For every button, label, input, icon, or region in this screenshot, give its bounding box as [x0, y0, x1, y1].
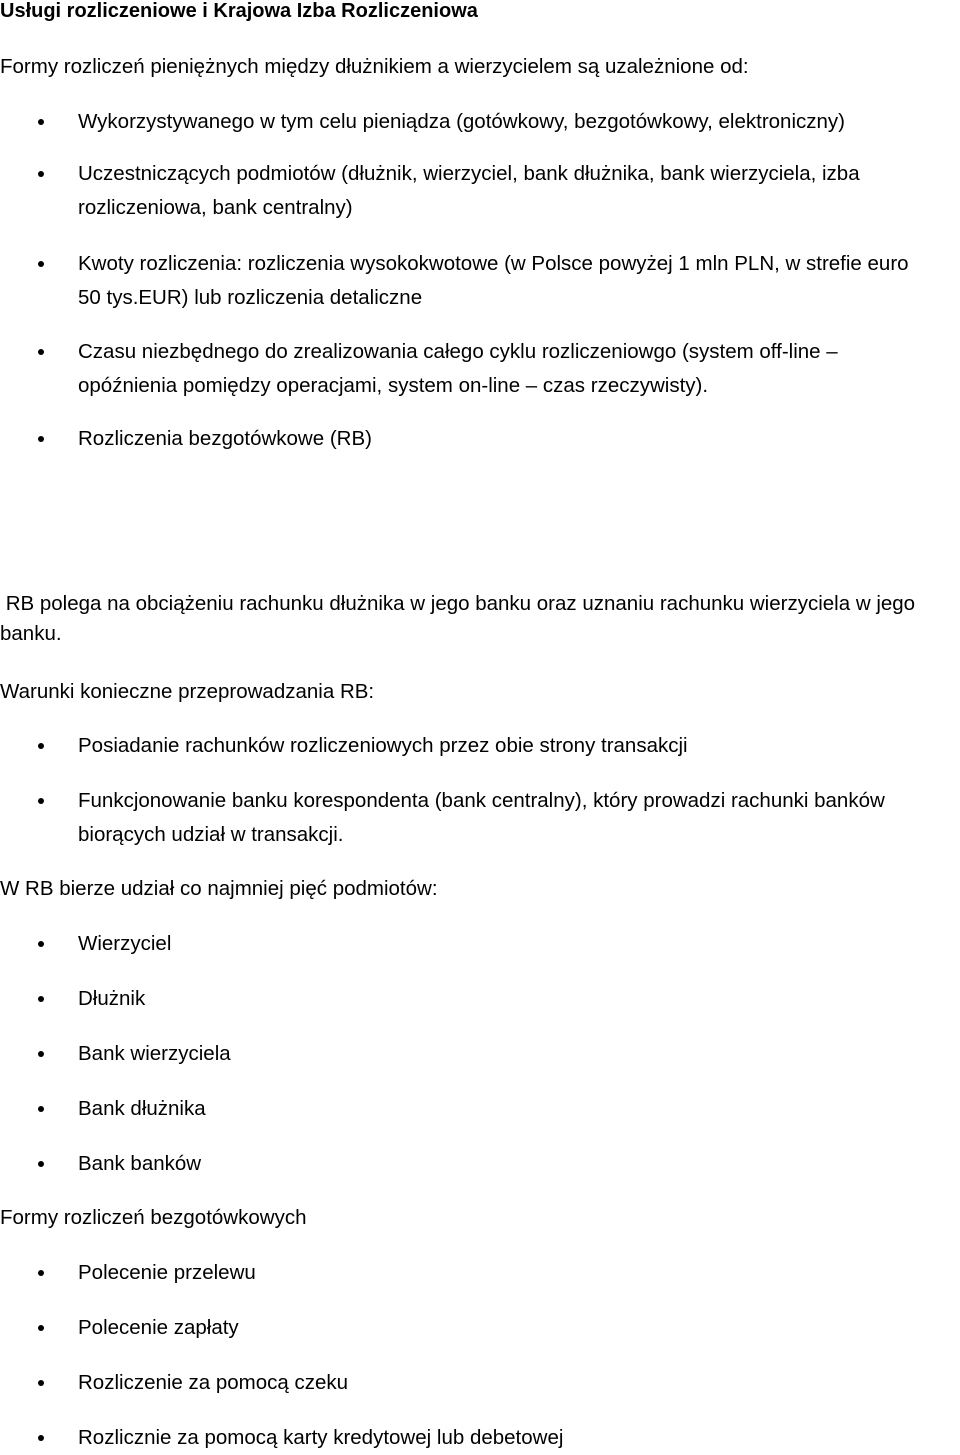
- bullet-icon: [38, 436, 44, 442]
- bullet-icon: [38, 261, 44, 267]
- list-item-text: Bank banków: [78, 1152, 202, 1175]
- intro-text: Formy rozliczeń pieniężnych między dłużnikiem a wierzycielem są uzależnione od:: [0, 55, 749, 78]
- rb-paragraph-line: banku.: [0, 622, 62, 645]
- list-item-text: Polecenie przelewu: [78, 1261, 256, 1284]
- bullet-icon: [38, 119, 44, 125]
- list-item-text: Wykorzystywanego w tym celu pieniądza (gotówkowy, bezgotówkowy, elektroniczny): [78, 110, 845, 133]
- bullet-icon: [38, 1435, 44, 1441]
- list-item-text: Rozliczenie za pomocą czeku: [78, 1371, 349, 1394]
- document-title: Usługi rozliczeniowe i Krajowa Izba Rozliczeniowa: [0, 0, 478, 22]
- rb-paragraph-line: RB polega na obciążeniu rachunku dłużnika w jego banku oraz uznaniu rachunku wierzyciela w jego: [0, 592, 916, 615]
- bullet-icon: [38, 1106, 44, 1112]
- list-item-text-line: Kwoty rozliczenia: rozliczenia wysokokwotowe (w Polsce powyżej 1 mln PLN, w strefie euro: [78, 252, 909, 275]
- list-item-text-line: Czasu niezbędnego do zrealizowania całego cyklu rozliczeniowgo (system off-line –: [78, 340, 838, 363]
- bullet-icon: [38, 171, 44, 177]
- bullet-icon: [38, 941, 44, 947]
- list-item-text-line: Uczestniczących podmiotów (dłużnik, wierzyciel, bank dłużnika, bank wierzyciela, izba: [78, 162, 860, 185]
- list-item-text: Rozlicznie za pomocą karty kredytowej lub debetowej: [78, 1426, 564, 1449]
- bullet-icon: [38, 1270, 44, 1276]
- bullet-icon: [38, 1325, 44, 1331]
- list-item-text: Wierzyciel: [78, 932, 172, 955]
- list-item-text: Dłużnik: [78, 987, 146, 1010]
- list-item-text: Rozliczenia bezgotówkowe (RB): [78, 427, 372, 450]
- participants-heading: W RB bierze udział co najmniej pięć podmiotów:: [0, 877, 438, 900]
- bullet-icon: [38, 1051, 44, 1057]
- bullet-icon: [38, 798, 44, 804]
- list-item-text-line: biorących udział w transakcji.: [78, 823, 344, 846]
- list-item-text-line: Funkcjonowanie banku korespondenta (bank centralny), który prowadzi rachunki banków: [78, 789, 885, 812]
- list-item-text-line: opóźnienia pomiędzy operacjami, system on-line – czas rzeczywisty).: [78, 374, 709, 397]
- list-item-text: Polecenie zapłaty: [78, 1316, 239, 1339]
- list-item-text-line: rozliczeniowa, bank centralny): [78, 196, 353, 219]
- bullet-icon: [38, 743, 44, 749]
- list-item-text: Bank dłużnika: [78, 1097, 206, 1120]
- list-item-text: Bank wierzyciela: [78, 1042, 231, 1065]
- bullet-icon: [38, 349, 44, 355]
- bullet-icon: [38, 1161, 44, 1167]
- bullet-icon: [38, 1380, 44, 1386]
- bullet-icon: [38, 996, 44, 1002]
- list-item-text-line: 50 tys.EUR) lub rozliczenia detaliczne: [78, 286, 423, 309]
- conditions-heading: Warunki konieczne przeprowadzania RB:: [0, 680, 375, 703]
- forms-heading: Formy rozliczeń bezgotówkowych: [0, 1206, 307, 1229]
- list-item-text: Posiadanie rachunków rozliczeniowych przez obie strony transakcji: [78, 734, 688, 757]
